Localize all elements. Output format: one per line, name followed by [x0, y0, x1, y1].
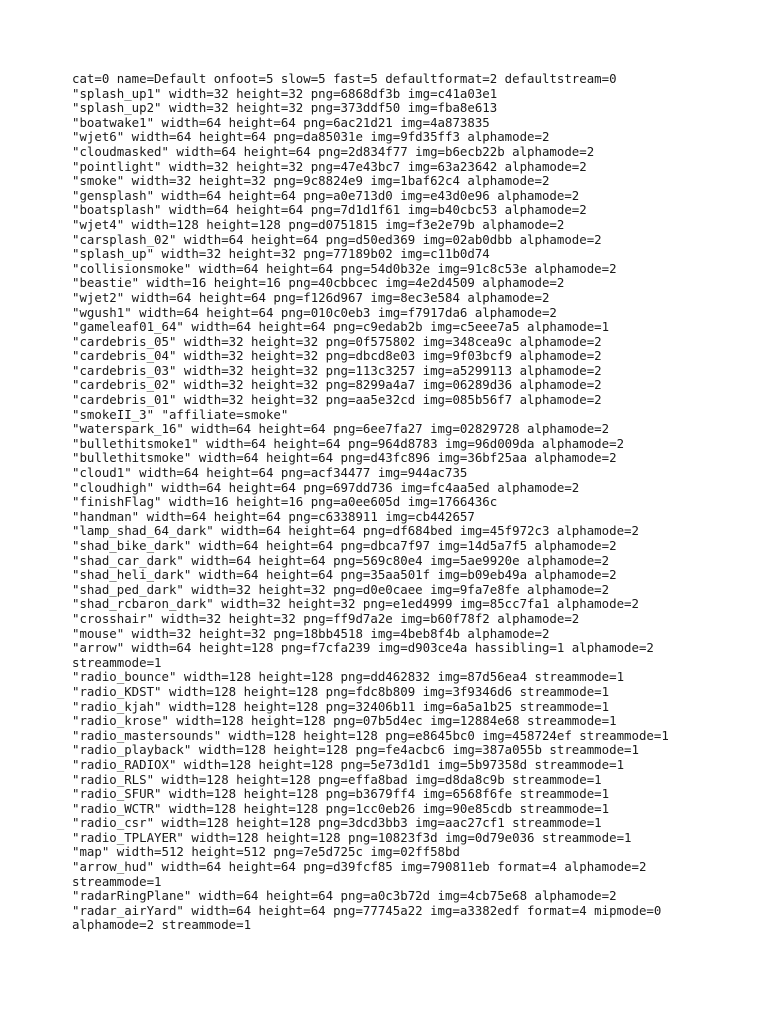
text-line: "cardebris_05" width=32 height=32 png=0f575802 img=348cea9c alphamode=2 — [72, 333, 602, 349]
text-line: "wjet4" width=128 height=128 png=d0751815 img=f3e2e79b alphamode=2 — [72, 216, 565, 232]
text-line: "cloudmasked" width=64 height=64 png=2d834f77 img=b6ecb22b alphamode=2 — [72, 143, 595, 159]
text-line: "boatwake1" width=64 height=64 png=6ac21d21 img=4a873835 — [72, 114, 490, 130]
text-line: "wjet2" width=64 height=64 png=f126d967 img=8ec3e584 alphamode=2 — [72, 289, 550, 305]
text-line: "arrow_hud" width=64 height=64 png=d39fcf85 img=790811eb format=4 alphamode=2 — [72, 859, 647, 875]
text-line: "radio_playback" width=128 height=128 png=fe4acbc6 img=387a055b streammode=1 — [72, 742, 639, 758]
text-line: "splash_up1" width=32 height=32 png=6868df3b img=c41a03e1 — [72, 85, 498, 101]
text-line: "radio_RLS" width=128 height=128 png=effa8bad img=d8da8c9b streammode=1 — [72, 771, 602, 787]
text-line: streammode=1 — [72, 873, 162, 889]
text-line: "cardebris_03" width=32 height=32 png=113c3257 img=a5299113 alphamode=2 — [72, 362, 602, 378]
text-line: "bullethitsmoke1" width=64 height=64 png=964d8783 img=96d009da alphamode=2 — [72, 435, 625, 451]
text-line: "handman" width=64 height=64 png=c6338911 img=cb442657 — [72, 508, 475, 524]
text-line: "beastie" width=16 height=16 png=40cbbcec img=4e2d4509 alphamode=2 — [72, 275, 565, 291]
text-line: "carsplash_02" width=64 height=64 png=d50ed369 img=02ab0dbb alphamode=2 — [72, 231, 602, 247]
text-line: "boatsplash" width=64 height=64 png=7d1d1f61 img=b40cbc53 alphamode=2 — [72, 202, 587, 218]
text-line: "map" width=512 height=512 png=7e5d725c img=02ff58bd — [72, 844, 460, 860]
text-line: "arrow" width=64 height=128 png=f7cfa239 img=d903ce4a hassibling=1 alphamode=2 — [72, 640, 654, 656]
text-line: "shad_car_dark" width=64 height=64 png=569c80e4 img=5ae9920e alphamode=2 — [72, 552, 610, 568]
text-line: "splash_up" width=32 height=32 png=77189b02 img=c11b0d74 — [72, 246, 490, 262]
text-line: "smokeII_3" "affiliate=smoke" — [72, 406, 289, 422]
text-line: alphamode=2 streammode=1 — [72, 917, 252, 933]
text-line: "radar_airYard" width=64 height=64 png=77745a22 img=a3382edf format=4 mipmode=0 — [72, 902, 662, 918]
text-line: "cardebris_02" width=32 height=32 png=8299a4a7 img=06289d36 alphamode=2 — [72, 377, 602, 393]
text-line: "smoke" width=32 height=32 png=9c8824e9 img=1baf62c4 alphamode=2 — [72, 173, 550, 189]
text-line: "radio_krose" width=128 height=128 png=07b5d4ec img=12884e68 streammode=1 — [72, 713, 617, 729]
text-line: "cardebris_04" width=32 height=32 png=dbcd8e03 img=9f03bcf9 alphamode=2 — [72, 348, 602, 364]
text-line: "radio_WCTR" width=128 height=128 png=1cc0eb26 img=90e85cdb streammode=1 — [72, 800, 610, 816]
text-line: "radio_mastersounds" width=128 height=128 png=e8645bc0 img=458724ef streammode=1 — [72, 727, 669, 743]
text-line: "shad_heli_dark" width=64 height=64 png=35aa501f img=b09eb49a alphamode=2 — [72, 567, 617, 583]
text-line: "finishFlag" width=16 height=16 png=a0ee605d img=1766436c — [72, 494, 498, 510]
text-line: "radio_csr" width=128 height=128 png=3dcd3bb3 img=aac27cf1 streammode=1 — [72, 815, 602, 831]
text-line: "radio_kjah" width=128 height=128 png=32406b11 img=6a5a1b25 streammode=1 — [72, 698, 610, 714]
text-line: "radio_TPLAYER" width=128 height=128 png=10823f3d img=0d79e036 streammode=1 — [72, 829, 632, 845]
text-line: "cloud1" width=64 height=64 png=acf34477 img=944ac735 — [72, 465, 468, 481]
text-line: "mouse" width=32 height=32 png=18bb4518 img=4beb8f4b alphamode=2 — [72, 625, 550, 641]
text-line: "gensplash" width=64 height=64 png=a0e713d0 img=e43d0e96 alphamode=2 — [72, 187, 580, 203]
text-line: "cloudhigh" width=64 height=64 png=697dd736 img=fc4aa5ed alphamode=2 — [72, 479, 580, 495]
document-page — [72, 72, 692, 933]
text-line: "pointlight" width=32 height=32 png=47e43bc7 img=63a23642 alphamode=2 — [72, 158, 587, 174]
text-line: "shad_rcbaron_dark" width=32 height=32 png=e1ed4999 img=85cc7fa1 alphamode=2 — [72, 596, 639, 612]
text-line: "radio_SFUR" width=128 height=128 png=b3679ff4 img=6568f6fe streammode=1 — [72, 786, 610, 802]
text-line: "collisionsmoke" width=64 height=64 png=54d0b32e img=91c8c53e alphamode=2 — [72, 260, 617, 276]
text-line: "shad_bike_dark" width=64 height=64 png=dbca7f97 img=14d5a7f5 alphamode=2 — [72, 538, 617, 553]
text-line: "wgush1" width=64 height=64 png=010c0eb3 img=f7917da6 alphamode=2 — [72, 304, 557, 320]
text-line: streammode=1 — [72, 654, 162, 670]
text-line: "wjet6" width=64 height=64 png=da85031e img=9fd35ff3 alphamode=2 — [72, 129, 550, 145]
text-line: "radio_RADIOX" width=128 height=128 png=5e73d1d1 img=5b97358d streammode=1 — [72, 756, 625, 772]
text-line: "radio_bounce" width=128 height=128 png=dd462832 img=87d56ea4 streammode=1 — [72, 669, 625, 685]
text-line: "cardebris_01" width=32 height=32 png=aa5e32cd img=085b56f7 alphamode=2 — [72, 392, 602, 408]
text-line: "bullethitsmoke" width=64 height=64 png=d43fc896 img=36bf25aa alphamode=2 — [72, 450, 617, 466]
text-line: "waterspark_16" width=64 height=64 png=6ee7fa27 img=02829728 alphamode=2 — [72, 421, 610, 437]
text-line: "radio_KDST" width=128 height=128 png=fdc8b809 img=3f9346d6 streammode=1 — [72, 683, 610, 699]
text-line: "radarRingPlane" width=64 height=64 png=a0c3b72d img=4cb75e68 alphamode=2 — [72, 888, 617, 904]
text-line: "lamp_shad_64_dark" width=64 height=64 png=df684bed img=45f972c3 alphamode=2 — [72, 523, 639, 539]
text-line: "splash_up2" width=32 height=32 png=373ddf50 img=fba8e613 — [72, 100, 498, 116]
text-line: "crosshair" width=32 height=32 png=ff9d7a2e img=b60f78f2 alphamode=2 — [72, 610, 580, 626]
text-line: "gameleaf01_64" width=64 height=64 png=c9edab2b img=c5eee7a5 alphamode=1 — [72, 319, 610, 335]
text-line: cat=0 name=Default onfoot=5 slow=5 fast=5 defaultformat=2 defaultstream=0 — [72, 71, 617, 86]
text-line: "shad_ped_dark" width=32 height=32 png=d0e0caee img=9fa7e8fe alphamode=2 — [72, 581, 610, 597]
